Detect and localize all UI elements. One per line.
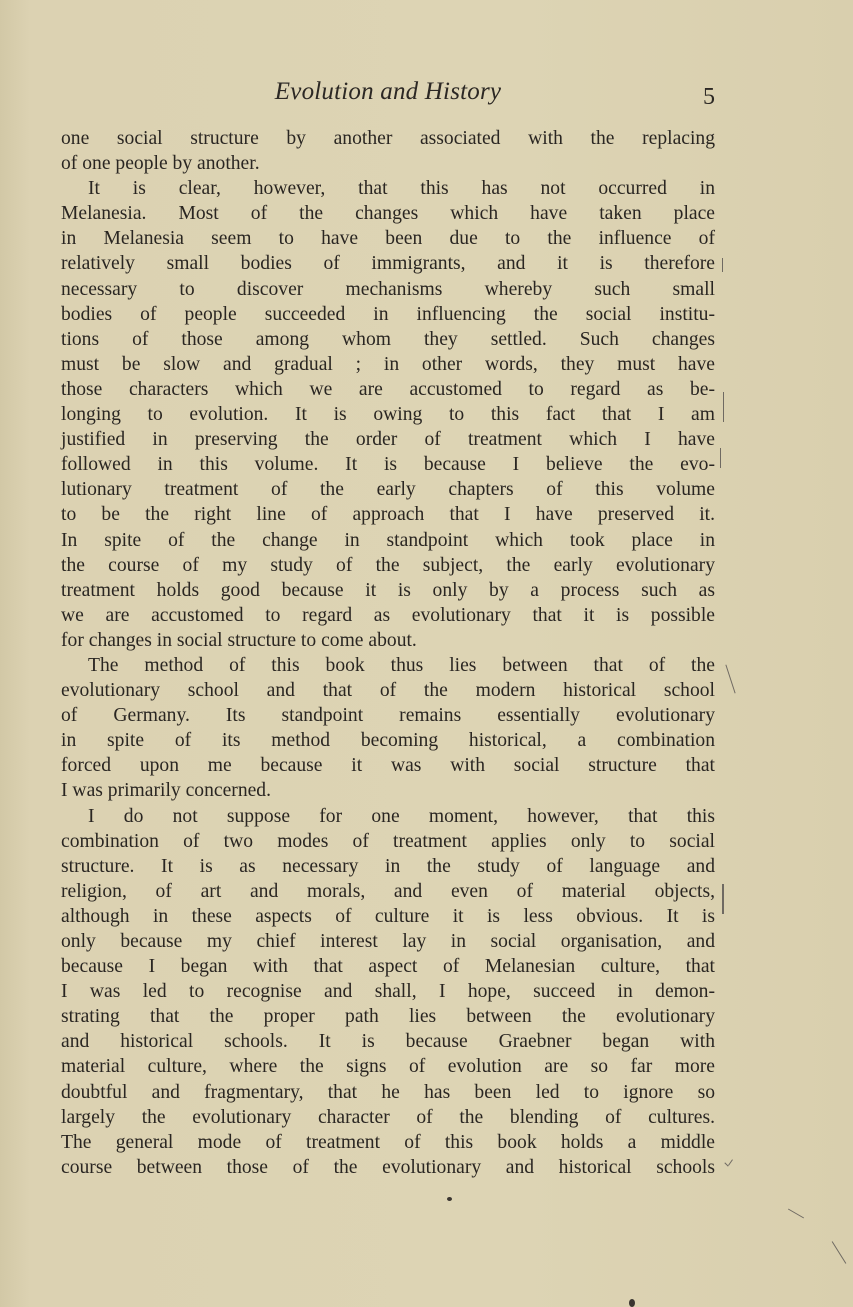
margin-pencil-mark: [722, 258, 723, 272]
text-line: It is clear, however, that this has not occurred in: [88, 178, 715, 200]
text-line: doubtful and fragmentary, that he has been led to ignore so: [61, 1081, 715, 1103]
margin-check-mark: [728, 1159, 733, 1165]
paragraph: [61, 653, 715, 804]
text-line: and historical schools. It is because Graebner began with: [61, 1031, 715, 1053]
text-line: because I began with that aspect of Melanesian culture, that: [61, 956, 715, 978]
text-line: followed in this volume. It is because I believe the evo-: [61, 454, 715, 476]
text-line: in spite of its method becoming historical, a combination: [61, 730, 715, 752]
text-line: strating that the proper path lies between the evolutionary: [61, 1006, 715, 1028]
paragraph: [61, 176, 715, 653]
text-line: only because my chief interest lay in social organisation, and: [61, 931, 715, 952]
text-line: for changes in social structure to come about.: [61, 629, 417, 651]
text-line: The general mode of treatment of this book holds a middle: [61, 1131, 715, 1153]
text-line: In spite of the change in standpoint which took place in: [61, 529, 715, 551]
running-head: [61, 76, 715, 116]
text-line: combination of two modes of treatment applies only to social: [61, 830, 715, 852]
text-line: longing to evolution. It is owing to this fact that I am: [61, 404, 715, 426]
text-line: forced upon me because it was with social structure that: [61, 755, 715, 777]
paragraph: [61, 126, 715, 176]
text-line: I do not suppose for one moment, however, that this: [88, 805, 715, 827]
text-line: of Germany. Its standpoint remains essentially evolutionary: [61, 705, 715, 727]
text-line: Melanesia. Most of the changes which have taken place: [61, 203, 715, 225]
body-text: [61, 126, 715, 1180]
text-line: structure. It is as necessary in the study of language and: [61, 855, 715, 877]
text-line: course between those of the evolutionary and historical schools: [61, 1156, 715, 1178]
ink-speck: [447, 1197, 452, 1201]
text-line: in Melanesia seem to have been due to the influence of: [61, 228, 715, 250]
text-line: religion, of art and morals, and even of material objects,: [61, 880, 715, 902]
text-line: evolutionary school and that of the modern historical school: [61, 680, 715, 702]
text-line: I was led to recognise and shall, I hope, succeed in demon-: [61, 981, 715, 1003]
margin-pencil-mark: [723, 392, 724, 422]
margin-pencil-mark: [722, 884, 724, 914]
text-line: largely the evolutionary character of the blending of cultures.: [61, 1106, 715, 1128]
margin-pencil-mark: [720, 448, 721, 468]
text-line: lutionary treatment of the early chapters of this volume: [61, 479, 715, 501]
page-edge-mark: [832, 1241, 847, 1264]
text-line: tions of those among whom they settled. Such changes: [61, 328, 715, 350]
running-title: Evolution and History: [274, 78, 502, 105]
book-page: [61, 76, 715, 1180]
text-line: to be the right line of approach that I have preserved it.: [61, 504, 715, 526]
text-line: one social structure by another associated with the replacing: [61, 128, 715, 149]
paragraph: [61, 804, 715, 1180]
text-line: although in these aspects of culture it is less obvious. It is: [61, 905, 715, 927]
text-line: the course of my study of the subject, the early evolutionary: [61, 554, 715, 576]
text-line: material culture, where the signs of evolution are so far more: [61, 1056, 715, 1078]
ink-speck: [629, 1299, 635, 1307]
text-line: of one people by another.: [61, 153, 260, 175]
text-line: justified in preserving the order of treatment which I have: [61, 429, 715, 451]
text-line: relatively small bodies of immigrants, and it is therefore: [61, 253, 715, 275]
text-line: necessary to discover mechanisms whereby such small: [61, 278, 715, 300]
text-line: bodies of people succeeded in influencing the social institu-: [61, 303, 715, 325]
page-edge-mark: [788, 1209, 804, 1219]
text-line: I was primarily concerned.: [61, 780, 272, 802]
page-number: 5: [703, 84, 715, 110]
text-line: treatment holds good because it is only by a process such as: [61, 579, 715, 601]
text-line: The method of this book thus lies between that of the: [88, 654, 715, 676]
margin-pencil-mark: [725, 665, 735, 694]
text-line: those characters which we are accustomed to regard as be-: [61, 378, 715, 400]
text-line: we are accustomed to regard as evolutionary that it is possible: [61, 604, 715, 626]
text-line: must be slow and gradual ; in other words, they must have: [61, 353, 715, 375]
